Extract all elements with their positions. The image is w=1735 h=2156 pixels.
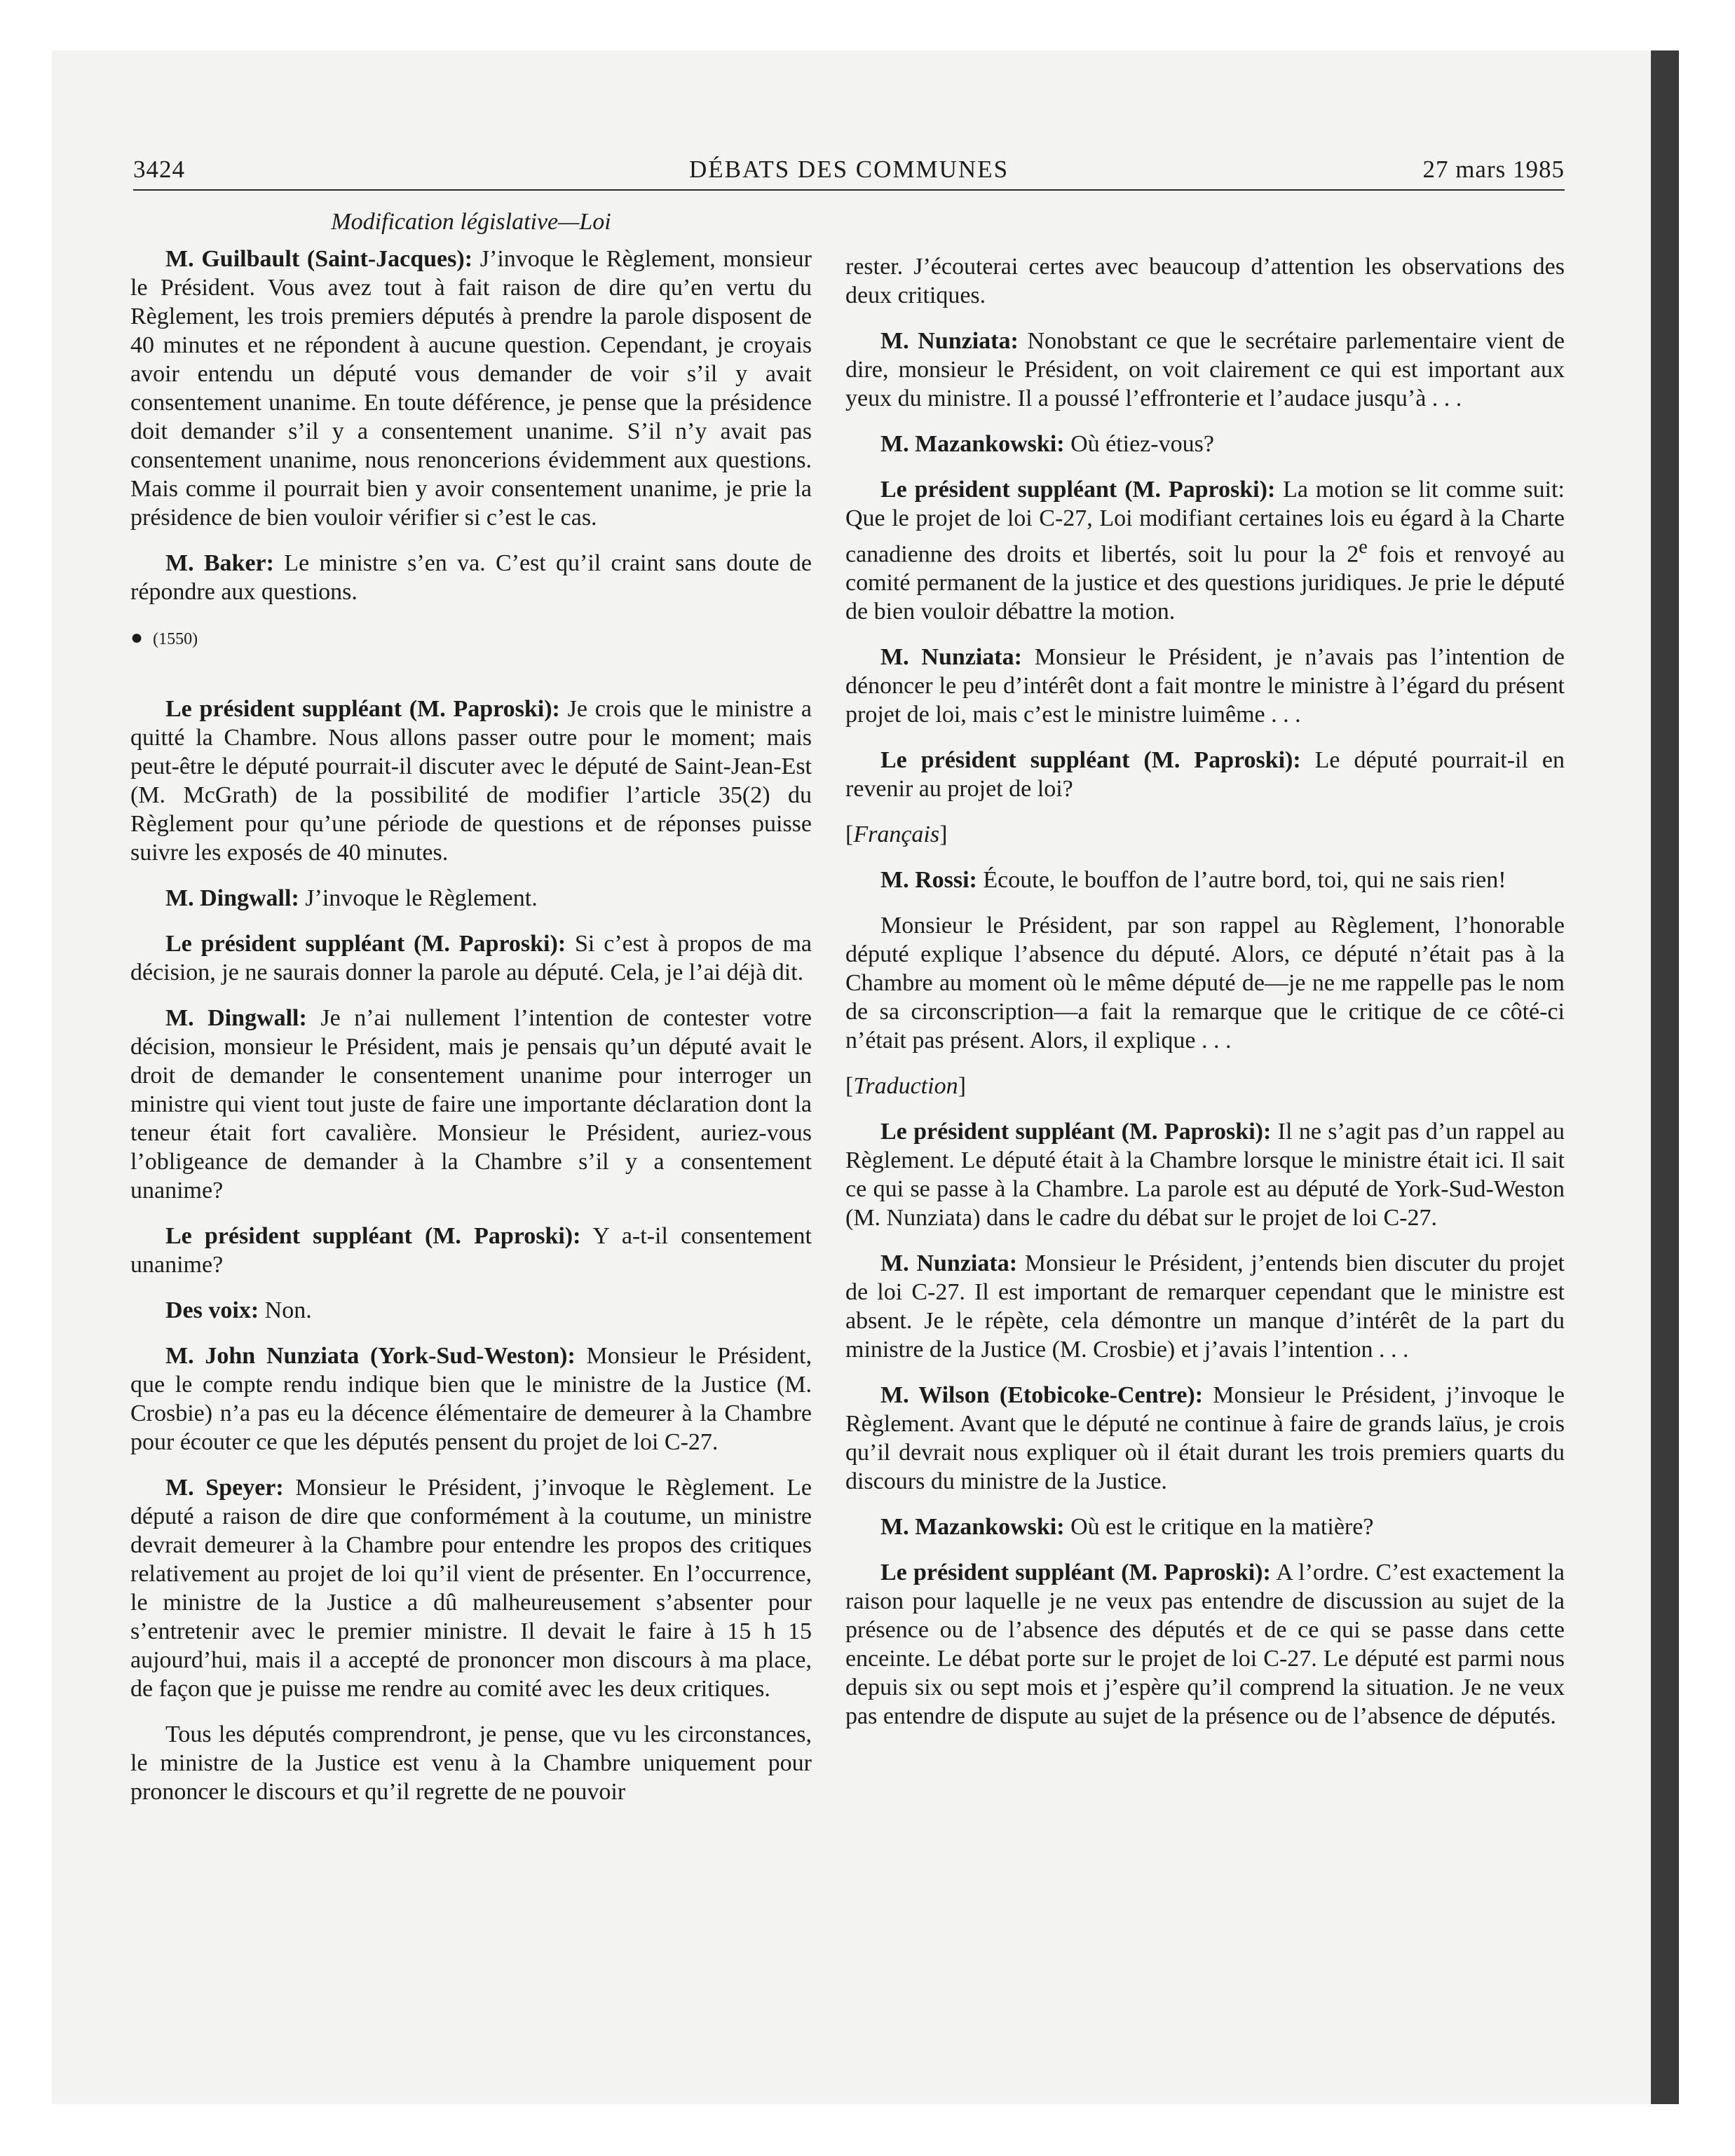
speaker-name: M. Wilson (Etobicoke-Centre): bbox=[880, 1382, 1204, 1409]
speech-text: Où étiez-vous? bbox=[1064, 431, 1214, 457]
speaker-name: M. Dingwall: bbox=[165, 885, 299, 911]
speaker-name: M. Mazankowski: bbox=[880, 1514, 1065, 1541]
page-header bbox=[133, 156, 1565, 192]
speaker-name: M. Rossi: bbox=[880, 867, 977, 894]
paragraph bbox=[130, 929, 812, 987]
speaker-name: M. Guilbault (Saint-Jacques): bbox=[165, 246, 473, 272]
speaker-name: Le président suppléant (M. Paproski): bbox=[165, 696, 560, 722]
paragraph bbox=[130, 549, 812, 606]
speech-text: Je n’ai nullement l’intention de contester votre décision, monsieur le Président, mais je pensais qu’un député avait le droit de demander le consentement unanime pour interroger un ministre qui vient tout juste de faire une importante déclaration dont la teneur était fort cavalière. Monsieur le Président, auriez-vous l’obligeance de demander à la Chambre s’il y a consentement unanime? bbox=[130, 1005, 812, 1203]
language-tag: [Français] bbox=[845, 821, 948, 848]
paragraph bbox=[845, 1513, 1565, 1541]
speaker-name: M. Baker: bbox=[165, 550, 274, 576]
paragraph-continued: rester. J’écouterai certes avec beaucoup d’attention les observations des deux critiques. bbox=[845, 254, 1565, 308]
paragraph bbox=[845, 475, 1565, 626]
publication-title: DÉBATS DES COMMUNES bbox=[688, 156, 1009, 183]
time-marker-text: (1550) bbox=[153, 630, 198, 648]
speech-text: Nonobstant ce que le secrétaire parlementaire vient de dire, monsieur le Président, on voit clairement ce qui est important aux yeux du ministre. Il a poussé l’effronterie et l’audace jusqu’à . . . bbox=[845, 328, 1565, 411]
speech-text: Monsieur le Président, que le compte rendu indique bien que le ministre de la Justice (M. Crosbie) n’a pas eu la décence élémentaire de demeurer à la Chambre pour écouter ce que les députés pensent du projet de loi C-27. bbox=[130, 1343, 812, 1455]
speaker-name: M. Speyer: bbox=[165, 1475, 284, 1501]
time-marker bbox=[130, 623, 812, 654]
speaker-name: M. Nunziata: bbox=[880, 1250, 1018, 1277]
paragraph bbox=[130, 1342, 812, 1456]
speaker-name: M. Nunziata: bbox=[880, 328, 1019, 354]
speech-text: A l’ordre. C’est exactement la raison pour laquelle je ne veux pas entendre de discussion au sujet de la présence ou de l’absence des députés et de ce qui se passe dans cette enceinte. Le débat porte sur le projet de loi C-27. Le député est parmi nous depuis six ou sept mois et j’espère qu’il comprend la situation. Je ne veux pas entendre de dispute au sujet de la présence ou de l’absence de députés. bbox=[845, 1560, 1565, 1730]
language-tag: [Traduction] bbox=[845, 1073, 966, 1100]
speech-text: La motion se lit comme suit: Que le projet de loi C-27, Loi modifiant certaines lois eu égard à la Charte canadienne des droits et libertés, soit lu pour la 2 bbox=[845, 477, 1565, 568]
speaker-name: Le président suppléant (M. Paproski): bbox=[880, 747, 1301, 774]
paragraph bbox=[130, 245, 812, 532]
speaker-name: Le président suppléant (M. Paproski): bbox=[880, 477, 1276, 503]
binding-edge bbox=[1651, 50, 1679, 2104]
language-tag-text: Français bbox=[853, 821, 940, 848]
speaker-name: Le président suppléant (M. Paproski): bbox=[880, 1119, 1272, 1145]
paragraph bbox=[845, 643, 1565, 729]
bullet-icon: ● bbox=[130, 626, 144, 649]
speaker-name: Le président suppléant (M. Paproski): bbox=[165, 1223, 581, 1249]
speaker-name: M. Nunziata: bbox=[880, 644, 1022, 671]
speech-text: Monsieur le Président, j’invoque le Règlement. Le député a raison de dire que conformément à la coutume, un ministre devrait demeurer à la Chambre pour entendre les propos des critiques relativement au projet de loi qu’il vient de présenter. En l’occurrence, le ministre de la Justice a dû malheureusement s’absenter pour s’entretenir avec le premier ministre. Il devait le faire à 15 h 15 aujourd’hui, mais il a accepté de prononcer mon discours à ma place, de façon que je puisse me rendre au comité avec les deux critiques. bbox=[130, 1475, 812, 1702]
superscript: e bbox=[1359, 536, 1368, 558]
speaker-name: M. Dingwall: bbox=[165, 1005, 307, 1031]
speech-text: Monsieur le Président, je n’avais pas l’intention de dénoncer le peu d’intérêt dont a fait montre le ministre à l’égard du présent projet de loi, mais c’est le ministre luimême . . . bbox=[845, 644, 1565, 728]
paragraph: Tous les députés comprendront, je pense, que vu les circonstances, le ministre de la Justice est venu à la Chambre uniquement pour prononcer le discours et qu’il regrette de ne pouvoir bbox=[130, 1721, 812, 1805]
paragraph bbox=[130, 1004, 812, 1205]
paragraph bbox=[845, 746, 1565, 803]
speech-text: Si c’est à propos de ma décision, je ne saurais donner la parole au député. Cela, je l’ai déjà dit. bbox=[130, 931, 812, 985]
speech-text: Monsieur le Président, j’entends bien discuter du projet de loi C-27. Il est important de remarquer cependant que le ministre est absent. Je le répète, cela démontre un manque d’intérêt de la part du ministre de la Justice (M. Crosbie) et j’avais l’intention . . . bbox=[845, 1250, 1565, 1363]
speech-text: Le député pourrait-il en revenir au projet de loi? bbox=[845, 747, 1565, 803]
speaker-name: Des voix: bbox=[165, 1297, 259, 1323]
speech-text: Y a-t-il consentement unanime? bbox=[130, 1223, 812, 1278]
paragraph bbox=[130, 695, 812, 867]
speech-text: Non. bbox=[259, 1297, 312, 1323]
speaker-name: Le président suppléant (M. Paproski): bbox=[880, 1560, 1271, 1586]
speech-text: Monsieur le Président, j’invoque le Règlement. Avant que le député ne continue à faire de grands laïus, je crois qu’il devrait nous expliquer où il était durant les trois premiers quarts du discours du ministre de la Justice. bbox=[845, 1382, 1565, 1495]
paragraph: Monsieur le Président, par son rappel au Règlement, l’honorable député explique l’absence du député. Alors, ce député n’était pas à la Chambre au moment où le même député de—je ne me rappelle pas le nom de sa circonscription—a fait la remarque que le critique de ce côté-ci n’était pas présent. Alors, il explique . . . bbox=[845, 913, 1565, 1054]
speech-text: Où est le critique en la matière? bbox=[1064, 1514, 1374, 1541]
page-number: 3424 bbox=[133, 156, 185, 183]
left-column bbox=[130, 207, 812, 1823]
paragraph bbox=[845, 866, 1565, 894]
speaker-name: Le président suppléant (M. Paproski): bbox=[165, 931, 566, 957]
right-column bbox=[845, 252, 1565, 1747]
speaker-name: M. John Nunziata (York-Sud-Weston): bbox=[165, 1343, 576, 1369]
speech-text: Écoute, le bouffon de l’autre bord, toi, qui ne sais rien! bbox=[977, 867, 1506, 894]
speaker-name: M. Mazankowski: bbox=[880, 431, 1065, 457]
section-title: Modification législative—Loi bbox=[331, 209, 611, 235]
paragraph bbox=[845, 1381, 1565, 1496]
paragraph bbox=[845, 1558, 1565, 1731]
paragraph bbox=[845, 430, 1565, 458]
paragraph bbox=[130, 884, 812, 913]
paragraph bbox=[845, 1117, 1565, 1232]
speech-text: J’invoque le Règlement, monsieur le Président. Vous avez tout à fait raison de dire qu’en vertu du Règlement, les trois premiers députés à prendre la parole disposent de 40 minutes et ne répondent à aucune question. Cependant, je croyais avoir entendu un député vous demander de voir s’il y avait consentement unanime. En toute déférence, je pense que la présidence doit demander s’il y a consentement unanime. S’il n’y avait pas consentement unanime, nous renoncerions évidemment aux questions. Mais comme il pourrait bien y avoir consentement unanime, je prie la présidence de bien vouloir vérifier si c’est le cas. bbox=[130, 246, 812, 531]
language-tag-text: Traduction bbox=[853, 1073, 958, 1100]
page-date: 27 mars 1985 bbox=[1422, 156, 1565, 183]
speech-text: Je crois que le ministre a quitté la Chambre. Nous allons passer outre pour le moment; mais peut-être le député pourrait-il discuter avec le député de Saint-Jean-Est (M. McGrath) de la possibilité de modifier l’article 35(2) du Règlement pour qu’une période de questions et de réponses puisse suivre les exposés de 40 minutes. bbox=[130, 696, 812, 866]
header-rule bbox=[133, 189, 1565, 191]
paragraph bbox=[845, 327, 1565, 413]
paragraph bbox=[130, 1473, 812, 1703]
paragraph bbox=[130, 1296, 812, 1325]
paragraph bbox=[130, 1222, 812, 1279]
speech-text: Il ne s’agit pas d’un rappel au Règlement. Le député était à la Chambre lorsque le ministre était ici. Il sait ce qui se passe à la Chambre. La parole est au député de York-Sud-Weston (M. Nunziata) dans le cadre du débat sur le projet de loi C-27. bbox=[845, 1119, 1565, 1231]
speech-text: J’invoque le Règlement. bbox=[299, 885, 538, 911]
speech-text: Le ministre s’en va. C’est qu’il craint sans doute de répondre aux questions. bbox=[130, 550, 812, 605]
paragraph bbox=[845, 1249, 1565, 1364]
speech-text: fois et renvoyé au comité permanent de la justice et des questions juridiques. Je prie le député de bien vouloir débattre la motion. bbox=[845, 541, 1565, 625]
